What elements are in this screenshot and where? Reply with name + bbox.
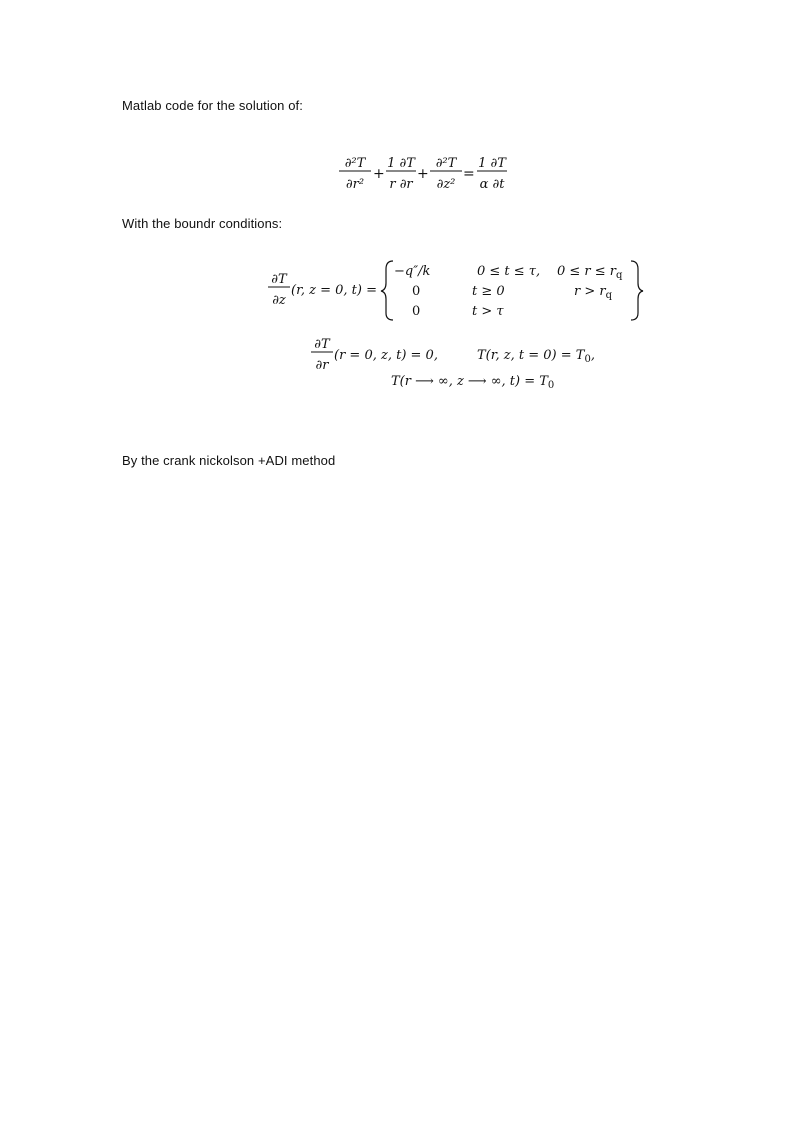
rhs-denominator: α ∂t [479,177,505,192]
rhs-numerator: 1 ∂T [478,156,506,171]
method-text: By the crank nickolson +ADI method [122,453,336,468]
equals-sign: = [463,166,475,182]
row1-condition-t: 0 ≤ t ≤ τ, [477,264,541,279]
initial-condition: T(r, z, $t = 0) = T_0$, [477,348,595,365]
left-brace [381,261,393,320]
term3-numerator: ∂²T [435,156,457,171]
bc2-lhs-numerator: ∂T [314,337,330,352]
row2-condition-t: t ≥ 0 [472,284,505,299]
plus-sign-1: + [373,166,385,182]
term1-denominator: ∂r² [345,177,365,192]
bc1-lhs-denominator: ∂z [272,293,286,308]
row2-value: 0 [412,284,421,299]
plus-sign-2: + [417,166,429,182]
term1-numerator: ∂²T [344,156,366,171]
boundary-condition-piecewise [262,256,647,326]
bc1-lhs-numerator: ∂T [271,272,287,287]
heat-equation [330,148,520,198]
row1-value: −q″/k [394,264,431,279]
bc1-lhs-args: (r, z = 0, t) = [291,283,377,298]
far-field-condition: T(r ⟶ ∞, z ⟶ ∞, $t) = T_0$ [391,374,555,391]
intro-text: Matlab code for the solution of: [122,98,303,113]
term2-denominator: r ∂r [389,177,413,192]
boundary-conditions-label: With the boundr conditions: [122,216,283,231]
row3-value: 0 [412,304,421,319]
row1-condition-r: $0 \le r \le r_q$ [557,264,623,281]
bc2-lhs-denominator: ∂r [315,358,329,373]
row3-condition-t: t > τ [472,304,504,319]
row2-condition-r: $r > r_q$ [574,284,612,301]
symmetry-and-initial-conditions [305,330,625,400]
symmetry-condition: (r = 0, z, t) = 0, [334,348,438,363]
term2-numerator: 1 ∂T [387,156,415,171]
term3-denominator: ∂z² [436,177,456,192]
right-brace [631,261,643,320]
